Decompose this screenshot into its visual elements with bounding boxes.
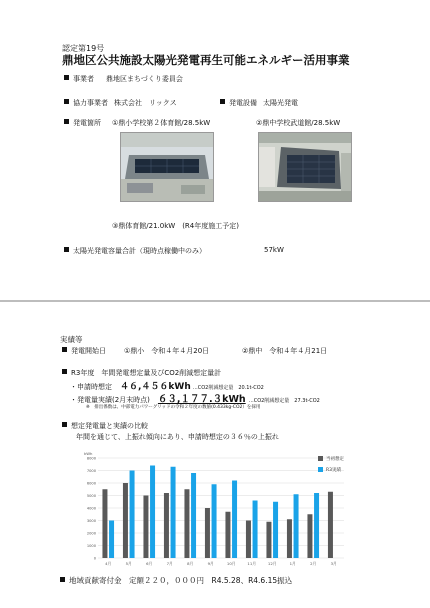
start-date-1: ①鼎小 令和４年４月20日: [124, 347, 210, 355]
bar-actual: [253, 501, 258, 559]
y-tick-label: 3000: [86, 519, 96, 523]
bar-actual: [273, 502, 278, 558]
section-title: 実績等: [60, 335, 83, 344]
x-tick-label: 12月: [267, 561, 277, 566]
actual-co2: …CO2削減想定量 27.3t-CO2: [248, 398, 320, 404]
bar-expected: [246, 521, 251, 559]
y-tick-label: 2000: [86, 531, 96, 536]
bullet-square-icon: [60, 577, 65, 582]
donation-row: 地域貢献寄付金 定額２２０，０００円 R4.5.28、R4.6.15振込: [60, 575, 292, 586]
slide-1: [0, 0, 430, 300]
y-tick-label: 5000: [86, 494, 96, 498]
bar-actual: [171, 467, 176, 558]
bar-actual: [130, 471, 135, 559]
legend-item-expected: 当初想定: [318, 456, 344, 462]
bullet-square-icon: [62, 347, 67, 352]
actual-value: ６３,１７７.３kWh: [157, 394, 246, 405]
r3-row: R3年度 年間発電想定量及びCO2削減想定量計: [62, 368, 221, 378]
y-tick-label: 7000: [86, 469, 96, 473]
bar-expected: [164, 493, 169, 558]
x-tick-label: 11月: [247, 561, 257, 566]
bar-actual: [232, 481, 237, 559]
x-tick-label: 10月: [226, 561, 236, 566]
bar-expected: [123, 483, 128, 558]
compare-row: 想定発電量と実績の比較: [62, 421, 148, 431]
x-tick-label: 7月: [166, 561, 173, 566]
site-1-label: ①鼎小学校第２体育館/28.5kW: [112, 119, 211, 127]
start-date-2: ②鼎中 令和４年４月21日: [242, 347, 328, 355]
bar-actual: [150, 466, 155, 559]
y-tick-label: 1000: [86, 544, 96, 548]
x-tick-label: 3月: [330, 561, 337, 566]
x-tick-label: 1月: [289, 561, 296, 566]
expected-co2: …CO2削減想定量 20.1t-CO2: [192, 385, 264, 391]
actual-row: ・発電量実績(2月末時点) ６３,１７７.３kWh …CO2削減想定量 27.3t-CO2: [70, 394, 320, 405]
x-tick-label: 5月: [125, 561, 132, 566]
bullet-square-icon: [64, 99, 69, 104]
expected-row: ・申請時想定 ４６,４５６kWh …CO2削減想定量 20.1t-CO2: [70, 382, 264, 392]
partner-row: 協力事業者 株式会社 リックス: [64, 98, 177, 108]
capacity-row: 太陽光発電容量合計（現時点稼働中のみ）: [64, 246, 206, 256]
bar-expected: [287, 519, 292, 558]
x-tick-label: 4月: [105, 561, 112, 566]
operator-row: 事業者 鼎地区まちづくり委員会: [64, 74, 183, 84]
bar-actual: [109, 521, 114, 559]
bar-expected: [328, 492, 333, 558]
bar-actual: [191, 473, 196, 558]
legend-swatch: [318, 456, 323, 461]
bar-expected: [205, 508, 210, 558]
expected-value: ４６,４５６kWh: [120, 382, 191, 392]
bar-actual: [314, 493, 319, 558]
bar-expected: [102, 489, 107, 558]
bar-actual: [212, 484, 217, 558]
y-tick-label: 8000: [86, 456, 96, 461]
bar-actual: [294, 494, 299, 558]
equipment-row: 発電設備 太陽光発電: [220, 98, 298, 108]
y-tick-label: 0: [93, 556, 96, 561]
chart-svg: [78, 448, 350, 570]
bar-expected: [143, 496, 148, 559]
y-tick-label: 6000: [86, 481, 96, 486]
bullet-square-icon: [62, 422, 67, 427]
x-tick-label: 9月: [207, 561, 214, 566]
x-tick-label: 6月: [146, 561, 153, 566]
chart-legend: [318, 456, 344, 473]
bullet-square-icon: [64, 75, 69, 80]
site-row: 発電箇所: [64, 118, 101, 128]
legend-item-actual: R3実績: [318, 467, 344, 473]
bar-expected: [307, 514, 312, 558]
x-tick-label: 8月: [187, 561, 194, 566]
y-tick-label: 4000: [86, 506, 96, 511]
start-date-row: 発電開始日: [62, 346, 106, 356]
bar-expected: [266, 522, 271, 558]
site-2-label: ②鼎中学校武道館/28.5kW: [256, 119, 341, 127]
x-tick-label: 2月: [310, 561, 317, 566]
bullet-square-icon: [64, 247, 69, 252]
emission-note: ※ 排出係数は、中部電力パワーグリッドの令和２年度の数値(0.433kg-CO2）を採用: [86, 405, 261, 410]
bullet-square-icon: [64, 119, 69, 124]
capacity-value: 57kW: [264, 246, 284, 254]
bar-expected: [184, 489, 189, 558]
compare-description: 年間を通じて、上振れ傾向にあり、申請時想定の３６％の上振れ: [76, 433, 279, 441]
bullet-square-icon: [62, 369, 67, 374]
site-1-photo: [120, 132, 214, 202]
generation-comparison-chart: [78, 448, 350, 570]
site-3-label: ③鼎体育館/21.0kW (R4年度施工予定): [112, 222, 239, 230]
document-number: 認定第19号: [62, 44, 105, 53]
bar-expected: [225, 512, 230, 558]
site-2-photo: [258, 132, 352, 202]
y-axis-label: kWh: [84, 451, 93, 456]
page-title: 鼎地区公共施設太陽光発電再生可能エネルギー活用事業: [62, 53, 350, 67]
legend-swatch: [318, 467, 323, 472]
bullet-square-icon: [220, 99, 225, 104]
